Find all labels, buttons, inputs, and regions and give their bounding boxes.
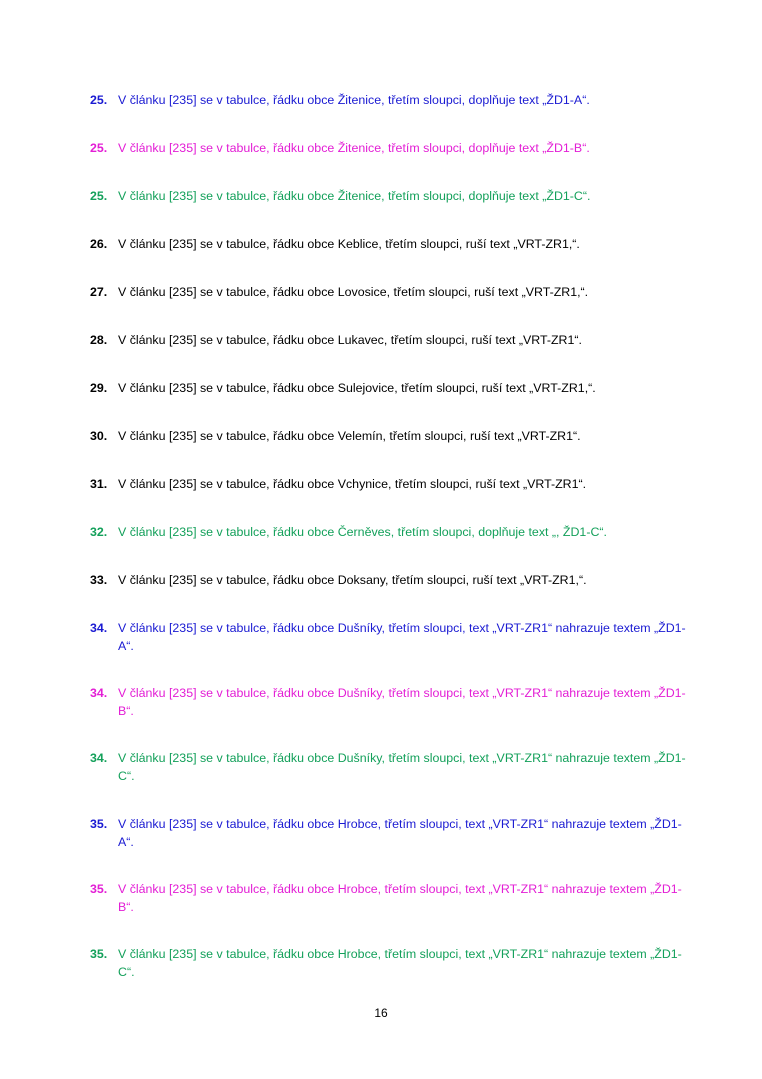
item-number: 35. xyxy=(90,947,108,961)
amendment-item xyxy=(90,235,690,253)
item-number: 25. xyxy=(90,93,108,107)
amendment-item xyxy=(90,749,690,785)
item-text: V článku [235] se v tabulce, řádku obce Žitenice, třetím sloupci, doplňuje text „ŽD1-A“. xyxy=(118,93,590,107)
amendment-item xyxy=(90,283,690,301)
amendment-item xyxy=(90,684,690,720)
amendment-item xyxy=(90,379,690,397)
item-number: 35. xyxy=(90,817,108,831)
item-number: 32. xyxy=(90,525,108,539)
item-number: 25. xyxy=(90,189,108,203)
item-text: V článku [235] se v tabulce, řádku obce Hrobce, třetím sloupci, text „VRT-ZR1“ nahrazuje textem „ŽD1-C“. xyxy=(118,947,682,979)
item-text: V článku [235] se v tabulce, řádku obce Hrobce, třetím sloupci, text „VRT-ZR1“ nahrazuje textem „ŽD1-A“. xyxy=(118,817,682,849)
item-number: 30. xyxy=(90,429,108,443)
item-number: 27. xyxy=(90,285,108,299)
item-text: V článku [235] se v tabulce, řádku obce Velemín, třetím sloupci, ruší text „VRT-ZR1“. xyxy=(118,429,581,443)
amendment-item xyxy=(90,331,690,349)
item-text: V článku [235] se v tabulce, řádku obce Doksany, třetím sloupci, ruší text „VRT-ZR1,“. xyxy=(118,573,587,587)
amendment-item xyxy=(90,619,690,655)
item-text: V článku [235] se v tabulce, řádku obce Dušníky, třetím sloupci, text „VRT-ZR1“ nahrazuje textem „ŽD1-A“. xyxy=(118,621,686,653)
item-number: 31. xyxy=(90,477,108,491)
item-number: 26. xyxy=(90,237,108,251)
page-number: 16 xyxy=(374,1006,388,1020)
item-number: 35. xyxy=(90,882,108,896)
item-text: V článku [235] se v tabulce, řádku obce Sulejovice, třetím sloupci, ruší text „VRT-ZR1,“. xyxy=(118,381,596,395)
item-text: V článku [235] se v tabulce, řádku obce Lovosice, třetím sloupci, ruší text „VRT-ZR1,“. xyxy=(118,285,589,299)
item-number: 34. xyxy=(90,751,108,765)
item-number: 28. xyxy=(90,333,108,347)
amendment-item xyxy=(90,427,690,445)
amendment-item xyxy=(90,571,690,589)
item-text: V článku [235] se v tabulce, řádku obce Hrobce, třetím sloupci, text „VRT-ZR1“ nahrazuje textem „ŽD1-B“. xyxy=(118,882,682,914)
item-text: V článku [235] se v tabulce, řádku obce Keblice, třetím sloupci, ruší text „VRT-ZR1,“. xyxy=(118,237,580,251)
amendment-item xyxy=(90,815,690,851)
amendment-item xyxy=(90,880,690,916)
amendment-item xyxy=(90,475,690,493)
item-text: V článku [235] se v tabulce, řádku obce Žitenice, třetím sloupci, doplňuje text „ŽD1-C“. xyxy=(118,189,591,203)
item-number: 25. xyxy=(90,141,108,155)
amendment-item xyxy=(90,523,690,541)
item-number: 29. xyxy=(90,381,108,395)
amendment-item xyxy=(90,187,690,205)
item-text: V článku [235] se v tabulce, řádku obce Žitenice, třetím sloupci, doplňuje text „ŽD1-B“. xyxy=(118,141,590,155)
item-text: V článku [235] se v tabulce, řádku obce Černěves, třetím sloupci, doplňuje text „, ŽD1-C“. xyxy=(118,525,607,539)
amendment-item xyxy=(90,91,690,109)
item-number: 34. xyxy=(90,621,108,635)
item-text: V článku [235] se v tabulce, řádku obce Lukavec, třetím sloupci, ruší text „VRT-ZR1“. xyxy=(118,333,582,347)
item-text: V článku [235] se v tabulce, řádku obce Dušníky, třetím sloupci, text „VRT-ZR1“ nahrazuje textem „ŽD1-C“. xyxy=(118,751,686,783)
item-text: V článku [235] se v tabulce, řádku obce Dušníky, třetím sloupci, text „VRT-ZR1“ nahrazuje textem „ŽD1-B“. xyxy=(118,686,686,718)
amendment-item xyxy=(90,139,690,157)
amendment-item xyxy=(90,945,690,981)
item-text: V článku [235] se v tabulce, řádku obce Vchynice, třetím sloupci, ruší text „VRT-ZR1“. xyxy=(118,477,587,491)
item-number: 33. xyxy=(90,573,108,587)
item-number: 34. xyxy=(90,686,108,700)
